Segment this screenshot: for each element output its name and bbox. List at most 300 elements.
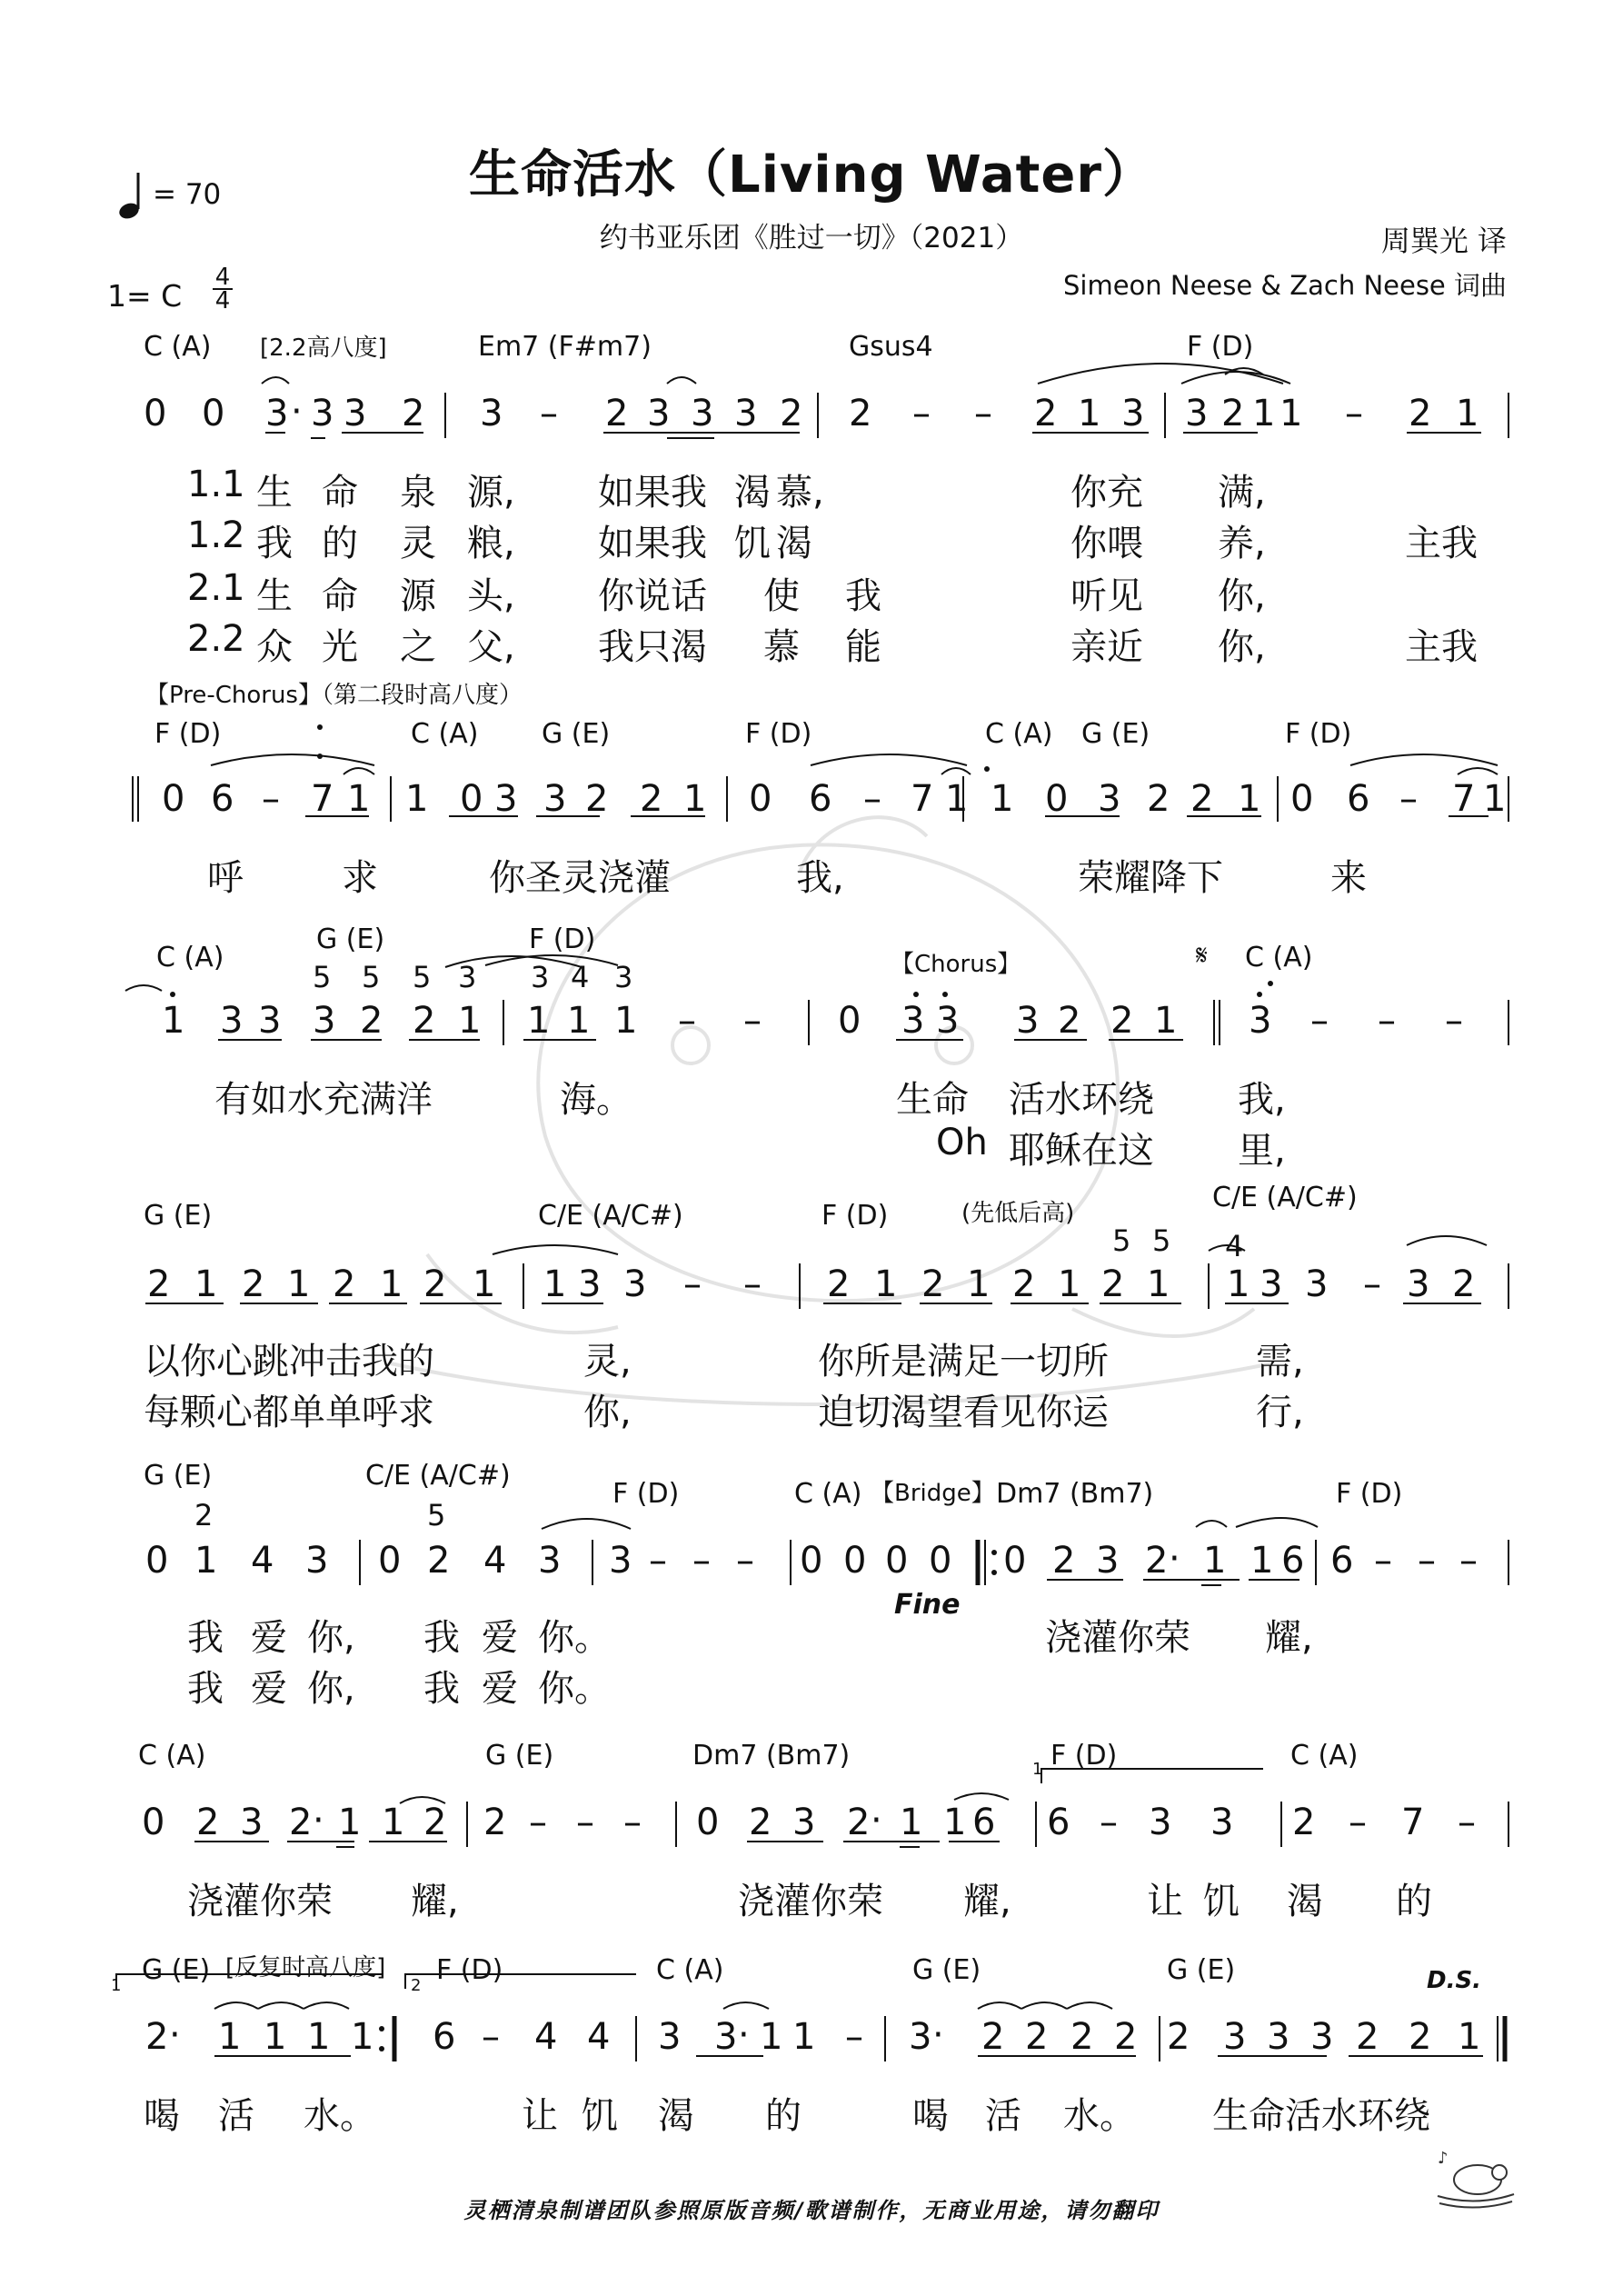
lyric: 耀, <box>1265 1617 1313 1659</box>
note: 1 <box>527 1000 551 1042</box>
note: 2 <box>585 778 609 820</box>
harmony-note: 5 <box>1152 1223 1171 1258</box>
note: 2 <box>1101 1263 1125 1305</box>
note: 1 <box>874 1263 898 1305</box>
dash: – <box>692 1540 711 1582</box>
note: 2 <box>1147 778 1170 820</box>
chord-label: F (D) <box>1187 331 1254 363</box>
dot-mark: · <box>169 2014 181 2056</box>
dash: – <box>1459 1540 1478 1582</box>
dash: – <box>1349 1802 1367 1843</box>
section-label-chorus: 【Chorus】 <box>891 951 1021 978</box>
ds-marking: D.S. <box>1427 1967 1482 1994</box>
note: 1 <box>1250 1540 1274 1582</box>
dash: – <box>1418 1540 1436 1582</box>
chord-label: F (D) <box>154 718 222 750</box>
note: 2 <box>640 778 663 820</box>
dash: – <box>649 1540 667 1582</box>
lyric: 的 <box>322 523 358 564</box>
note: 0 <box>1045 778 1069 820</box>
dash: – <box>1374 1540 1392 1582</box>
chord-label: G (E) <box>542 718 611 750</box>
note: 2 <box>1110 1000 1134 1042</box>
chord-label: C/E (A/C#) <box>365 1460 511 1492</box>
section-label-prechorus: 【Pre-Chorus】（第二段时高八度） <box>145 682 523 709</box>
lyric: 粮, <box>467 523 515 564</box>
lyric: 我 <box>256 523 293 564</box>
lyric: 海。 <box>560 1079 632 1121</box>
note: 3 <box>313 1000 336 1042</box>
note: 3 <box>1260 1263 1283 1305</box>
note: 2 <box>423 1263 447 1305</box>
note: 2 <box>1070 2016 1094 2058</box>
note: 0 <box>460 778 483 820</box>
note: 1 <box>943 1802 967 1843</box>
lyric: 爱 <box>482 1617 518 1659</box>
note: 1 <box>1154 1000 1178 1042</box>
dash: – <box>623 1802 642 1843</box>
lyric: 亲近 <box>1070 626 1143 668</box>
lyric: 饥 <box>734 523 771 564</box>
note: 1 <box>760 2016 783 2058</box>
chord-label: F (D) <box>1285 718 1352 750</box>
lyric: Oh <box>936 1122 988 1163</box>
lyric: 呼 <box>207 857 244 899</box>
dash: – <box>1310 1000 1329 1042</box>
lyric: 需, <box>1256 1341 1304 1383</box>
note: 6 <box>1281 1540 1305 1582</box>
chord-label: C (A) <box>794 1478 862 1510</box>
lyric: 里, <box>1238 1130 1286 1172</box>
note: 2 <box>780 393 803 434</box>
lyric: 以你心跳冲击我的 <box>144 1341 434 1383</box>
note: 6 <box>211 778 234 820</box>
note: 2 <box>1145 1540 1169 1582</box>
lyric: 行, <box>1256 1392 1304 1433</box>
note: 1 <box>194 1540 218 1582</box>
note: 2 <box>1052 1540 1076 1582</box>
lyric: 的 <box>765 2095 802 2137</box>
note: 3 <box>1098 778 1121 820</box>
lyric: 你说话 <box>598 575 707 617</box>
composer-credit: Simeon Neese & Zach Neese 词曲 <box>1062 270 1507 301</box>
verse-number: 1.2 <box>187 514 245 556</box>
lyric: 我 <box>845 575 881 617</box>
lyric: 泉 <box>400 472 436 514</box>
note: 3 <box>1185 393 1209 434</box>
lyric: 命 <box>322 472 358 514</box>
lyric: 灵, <box>583 1341 632 1383</box>
segno-icon: 𝄋 <box>1196 940 1208 972</box>
note: 3 <box>480 393 503 434</box>
dash: – <box>1378 1000 1396 1042</box>
note: 4 <box>587 2016 611 2058</box>
lyric: 我 <box>187 1617 224 1659</box>
chord-label: Em7 (F#m7) <box>478 331 652 363</box>
dash: – <box>529 1802 547 1843</box>
note: 1 <box>1458 2016 1481 2058</box>
note: 2 <box>242 1263 265 1305</box>
note: 0 <box>800 1540 823 1582</box>
dash: – <box>912 393 931 434</box>
dot-mark: · <box>1169 1538 1180 1580</box>
note: 0 <box>144 393 167 434</box>
lyric: 生命活水环绕 <box>1212 2095 1430 2137</box>
note: 4 <box>483 1540 507 1582</box>
dash: – <box>743 1263 762 1305</box>
lyric: 你, <box>307 1668 355 1710</box>
chord-label: Dm7 (Bm7) <box>996 1478 1154 1510</box>
note: 3 <box>1249 1000 1272 1042</box>
lyric: 头, <box>467 575 515 617</box>
note: 3 <box>609 1540 632 1582</box>
dash: – <box>576 1802 594 1843</box>
note: 1 <box>967 1263 991 1305</box>
note: 3 <box>311 393 334 434</box>
note: 0 <box>1290 778 1314 820</box>
note: 3 <box>1305 1263 1329 1305</box>
note: 1 <box>382 1802 405 1843</box>
note: 3 <box>658 2016 682 2058</box>
note: 1 <box>1147 1263 1170 1305</box>
dash: – <box>736 1540 754 1582</box>
chord-label: C (A) <box>156 942 224 973</box>
volta-number: 1 <box>1032 1760 1043 1779</box>
note: 2 <box>427 1540 451 1582</box>
note: 1 <box>347 778 371 820</box>
note: 1 <box>351 2016 374 2058</box>
verse-number: 2.1 <box>187 567 245 609</box>
lyric: 你, <box>583 1392 632 1433</box>
harmony-note: 5 <box>413 960 432 994</box>
harmony-note: 3 <box>531 960 550 994</box>
note: 0 <box>929 1540 952 1582</box>
note: 3 <box>1223 2016 1247 2058</box>
chord-label: F (D) <box>1336 1478 1403 1510</box>
dash: – <box>1399 778 1418 820</box>
lyric: 让 <box>1147 1881 1183 1922</box>
note: 3 <box>901 1000 925 1042</box>
dash: – <box>262 778 280 820</box>
note: 1 <box>945 778 969 820</box>
octave-note: [反复时高八度] <box>225 1954 386 1982</box>
dash: – <box>1345 393 1363 434</box>
note: 2 <box>1012 1263 1036 1305</box>
note: 2 <box>289 1802 313 1843</box>
lyric: 生 <box>256 472 293 514</box>
note-instruction: (先低后高) <box>961 1200 1075 1227</box>
dot-mark: · <box>932 2014 944 2056</box>
note: 7 <box>1401 1802 1425 1843</box>
chord-label: C (A) <box>1245 942 1313 973</box>
dash: – <box>845 2016 863 2058</box>
section-label-bridge: 【Bridge】 <box>871 1480 995 1507</box>
dash: – <box>1363 1263 1381 1305</box>
dash: – <box>974 393 992 434</box>
lyric: 命 <box>322 575 358 617</box>
lyric: 众 <box>256 626 293 668</box>
footer-note: 灵栖清泉制谱团队参照原版音频/歌谱制作，无商业用途，请勿翻印 <box>463 2198 1160 2223</box>
note: 7 <box>911 778 934 820</box>
dot-mark: · <box>313 1800 324 1842</box>
note: 2 <box>847 1802 871 1843</box>
chord-label: C (A) <box>1290 1740 1359 1772</box>
note: 2 <box>402 393 425 434</box>
chord-label: G (E) <box>142 1954 211 1986</box>
note: 3 <box>792 1802 816 1843</box>
lyric: 如果我 <box>598 523 707 564</box>
lyric: 源, <box>467 472 515 514</box>
harmony-note: 3 <box>458 960 477 994</box>
note: 2 <box>981 2016 1005 2058</box>
chord-label: F (D) <box>745 718 812 750</box>
note: 2 <box>605 393 629 434</box>
note: 2 <box>1114 2016 1138 2058</box>
lyric: 让 <box>522 2095 558 2137</box>
lyric: 喝 <box>912 2095 949 2137</box>
note: 1 <box>194 1263 218 1305</box>
note: 3 <box>714 2016 738 2058</box>
note: 1 <box>1203 1540 1227 1582</box>
sheep-logo-icon <box>1430 2141 1521 2214</box>
note: 3 <box>647 393 671 434</box>
lyric: 耀, <box>411 1881 459 1922</box>
lyric: 渴 <box>658 2095 694 2137</box>
note: 3 <box>1267 2016 1290 2058</box>
note: 2 <box>827 1263 851 1305</box>
note: 2 <box>1356 2016 1379 2058</box>
note: 2 <box>1190 778 1214 820</box>
dash: – <box>1458 1802 1476 1843</box>
note: 1 <box>338 1802 362 1843</box>
note: 3 <box>1210 1802 1234 1843</box>
note: 1 <box>1279 393 1303 434</box>
lyric: 迫切渴望看见你运 <box>818 1392 1109 1433</box>
note: 1 <box>900 1802 923 1843</box>
chord-label: G (E) <box>1167 1954 1236 1986</box>
note: 0 <box>378 1540 402 1582</box>
lyric: 慕 <box>763 626 800 668</box>
lyric: 养, <box>1218 523 1266 564</box>
harmony-note: 5 <box>313 960 332 994</box>
note: 3 <box>258 1000 282 1042</box>
verse-number: 1.1 <box>187 464 245 505</box>
note: 0 <box>145 1540 169 1582</box>
note: 1 <box>473 1263 496 1305</box>
lyric: 有如水充满洋 <box>214 1079 433 1121</box>
note: 0 <box>202 393 225 434</box>
dash: – <box>863 778 881 820</box>
lyric: 浇灌你荣 <box>738 1881 883 1922</box>
chord-label: C (A) <box>985 718 1053 750</box>
note: 0 <box>885 1540 909 1582</box>
lyric: 我, <box>796 857 844 899</box>
note: 1 <box>1456 393 1479 434</box>
note: 3 <box>734 393 758 434</box>
note: 0 <box>749 778 772 820</box>
lyric: 耶稣在这 <box>1009 1130 1154 1172</box>
note: 0 <box>142 1802 165 1843</box>
lyric: 浇灌你荣 <box>187 1881 333 1922</box>
note: 1 <box>614 1000 638 1042</box>
time-sig-top: 4 <box>214 264 231 291</box>
note: 1 <box>458 1000 482 1042</box>
note: 0 <box>696 1802 720 1843</box>
note: 2 <box>1409 393 1432 434</box>
chord-label: C/E (A/C#) <box>538 1200 683 1232</box>
harmony-note: 5 <box>1112 1223 1131 1258</box>
svg-text:♪: ♪ <box>1438 2149 1449 2168</box>
lyric: 喝 <box>144 2095 180 2137</box>
note: 3 <box>305 1540 329 1582</box>
dot-mark: · <box>738 2014 750 2056</box>
note: 2 <box>483 1802 507 1843</box>
lyric: 你喂 <box>1070 523 1143 564</box>
lyric: 你所是满足一切所 <box>818 1341 1109 1383</box>
chord-label: C (A) <box>411 718 479 750</box>
lyric: 能 <box>845 626 881 668</box>
note: 2 <box>413 1000 436 1042</box>
note: 1 <box>1238 778 1261 820</box>
harmony-note: 4 <box>1225 1229 1244 1263</box>
tempo-marking: = 70 <box>153 178 222 211</box>
lyric: 灵 <box>400 523 436 564</box>
note: 3 <box>538 1540 562 1582</box>
note: 1 <box>307 2016 331 2058</box>
note: 3 <box>1121 393 1145 434</box>
chord-label: F (D) <box>821 1200 889 1232</box>
chord-label: F (D) <box>436 1954 503 1986</box>
note: 2 <box>196 1802 220 1843</box>
note: 1 <box>1058 1263 1081 1305</box>
note: 1 <box>380 1263 403 1305</box>
key-signature: 1= C <box>107 278 183 314</box>
note: 0 <box>1003 1540 1027 1582</box>
lyric: 生命 <box>896 1079 969 1121</box>
chord-label: G (E) <box>316 923 385 955</box>
chord-label: G (E) <box>144 1460 213 1492</box>
note: 2 <box>1221 393 1245 434</box>
note: 1 <box>1078 393 1101 434</box>
lyric: 你。 <box>538 1668 611 1710</box>
lyric: 主我 <box>1405 626 1478 668</box>
harmony-note: 4 <box>571 960 590 994</box>
lyric: 你, <box>307 1617 355 1659</box>
lyric: 饥 <box>1203 1881 1240 1922</box>
note: 3 <box>691 393 714 434</box>
note: 2 <box>333 1263 356 1305</box>
note: 2 <box>849 393 872 434</box>
dash: – <box>1445 1000 1463 1042</box>
lyric: 生 <box>256 575 293 617</box>
note: 0 <box>162 778 185 820</box>
note: 2 <box>1292 1802 1316 1843</box>
verse-number: 2.2 <box>187 618 245 660</box>
note: 3 <box>936 1000 960 1042</box>
note: 3 <box>909 2016 932 2058</box>
note: 2 <box>749 1802 772 1843</box>
note: 2 <box>921 1263 945 1305</box>
note: 3 <box>578 1263 602 1305</box>
note: 2 <box>360 1000 383 1042</box>
note: 1 <box>991 778 1014 820</box>
lyric: 来 <box>1330 857 1367 899</box>
chord-label: G (E) <box>144 1200 213 1232</box>
note: 3 <box>1096 1540 1120 1582</box>
song-title: 生命活水（Living Water） <box>469 145 1154 205</box>
lyric: 渴 <box>1287 1881 1323 1922</box>
lyric: 满, <box>1218 472 1266 514</box>
chord-label: F (D) <box>1050 1740 1118 1772</box>
note: 1 <box>543 1263 567 1305</box>
note: 0 <box>838 1000 861 1042</box>
lyric: 使 <box>763 575 800 617</box>
dash: – <box>678 1000 696 1042</box>
chord-label: C (A) <box>656 1954 724 1986</box>
note: 7 <box>311 778 334 820</box>
note: 2 <box>145 2016 169 2058</box>
chord-label: G (E) <box>1081 718 1150 750</box>
note: 3 <box>240 1802 264 1843</box>
chord-label: G (E) <box>485 1740 554 1772</box>
note: 1 <box>683 778 707 820</box>
note: 6 <box>1330 1540 1354 1582</box>
note: 6 <box>1347 778 1370 820</box>
note: 0 <box>843 1540 867 1582</box>
note: 3 <box>265 393 289 434</box>
chord-label: C/E (A/C#) <box>1212 1182 1358 1213</box>
note: 3 <box>1310 2016 1334 2058</box>
note: 4 <box>534 2016 558 2058</box>
note: 2 <box>1409 2016 1432 2058</box>
note: 2 <box>423 1802 447 1843</box>
volta-number: 2 <box>411 1976 422 1995</box>
lyric: 爱 <box>251 1668 287 1710</box>
note: 3 <box>1407 1263 1430 1305</box>
lyric: 你。 <box>538 1617 611 1659</box>
note: 3 <box>494 778 518 820</box>
lyric: 渴 <box>776 523 812 564</box>
note: 1 <box>405 778 429 820</box>
note: 2 <box>1025 2016 1049 2058</box>
lyric: 父, <box>467 626 515 668</box>
time-sig-bottom: 4 <box>214 287 231 314</box>
translator-credit: 周巽光 译 <box>1380 224 1507 258</box>
dot-mark: · <box>291 391 303 433</box>
chord-label: G (E) <box>912 1954 981 1986</box>
note: 1 <box>1227 1263 1250 1305</box>
harmony-note: 2 <box>194 1498 214 1532</box>
note: 1 <box>287 1263 311 1305</box>
lyric: 爱 <box>251 1617 287 1659</box>
harmony-note: 5 <box>427 1498 446 1532</box>
lyric: 你充 <box>1070 472 1143 514</box>
lyric: 我 <box>187 1668 224 1710</box>
lyric: 活水环绕 <box>1009 1079 1154 1121</box>
lyric: 荣耀降下 <box>1078 857 1223 899</box>
lyric: 我 <box>423 1617 460 1659</box>
lyric: 主我 <box>1405 523 1478 564</box>
song-subtitle: 约书亚乐团《胜过一切》（2021） <box>599 222 1024 255</box>
dash: – <box>683 1263 702 1305</box>
harmony-note: 5 <box>362 960 381 994</box>
lyric: 如果我 <box>598 472 707 514</box>
lyric: 浇灌你荣 <box>1045 1617 1190 1659</box>
lyric: 水。 <box>1063 2095 1136 2137</box>
note: 3 <box>220 1000 244 1042</box>
lyric: 我 <box>423 1668 460 1710</box>
octave-note: [2.2高八度] <box>260 334 387 362</box>
